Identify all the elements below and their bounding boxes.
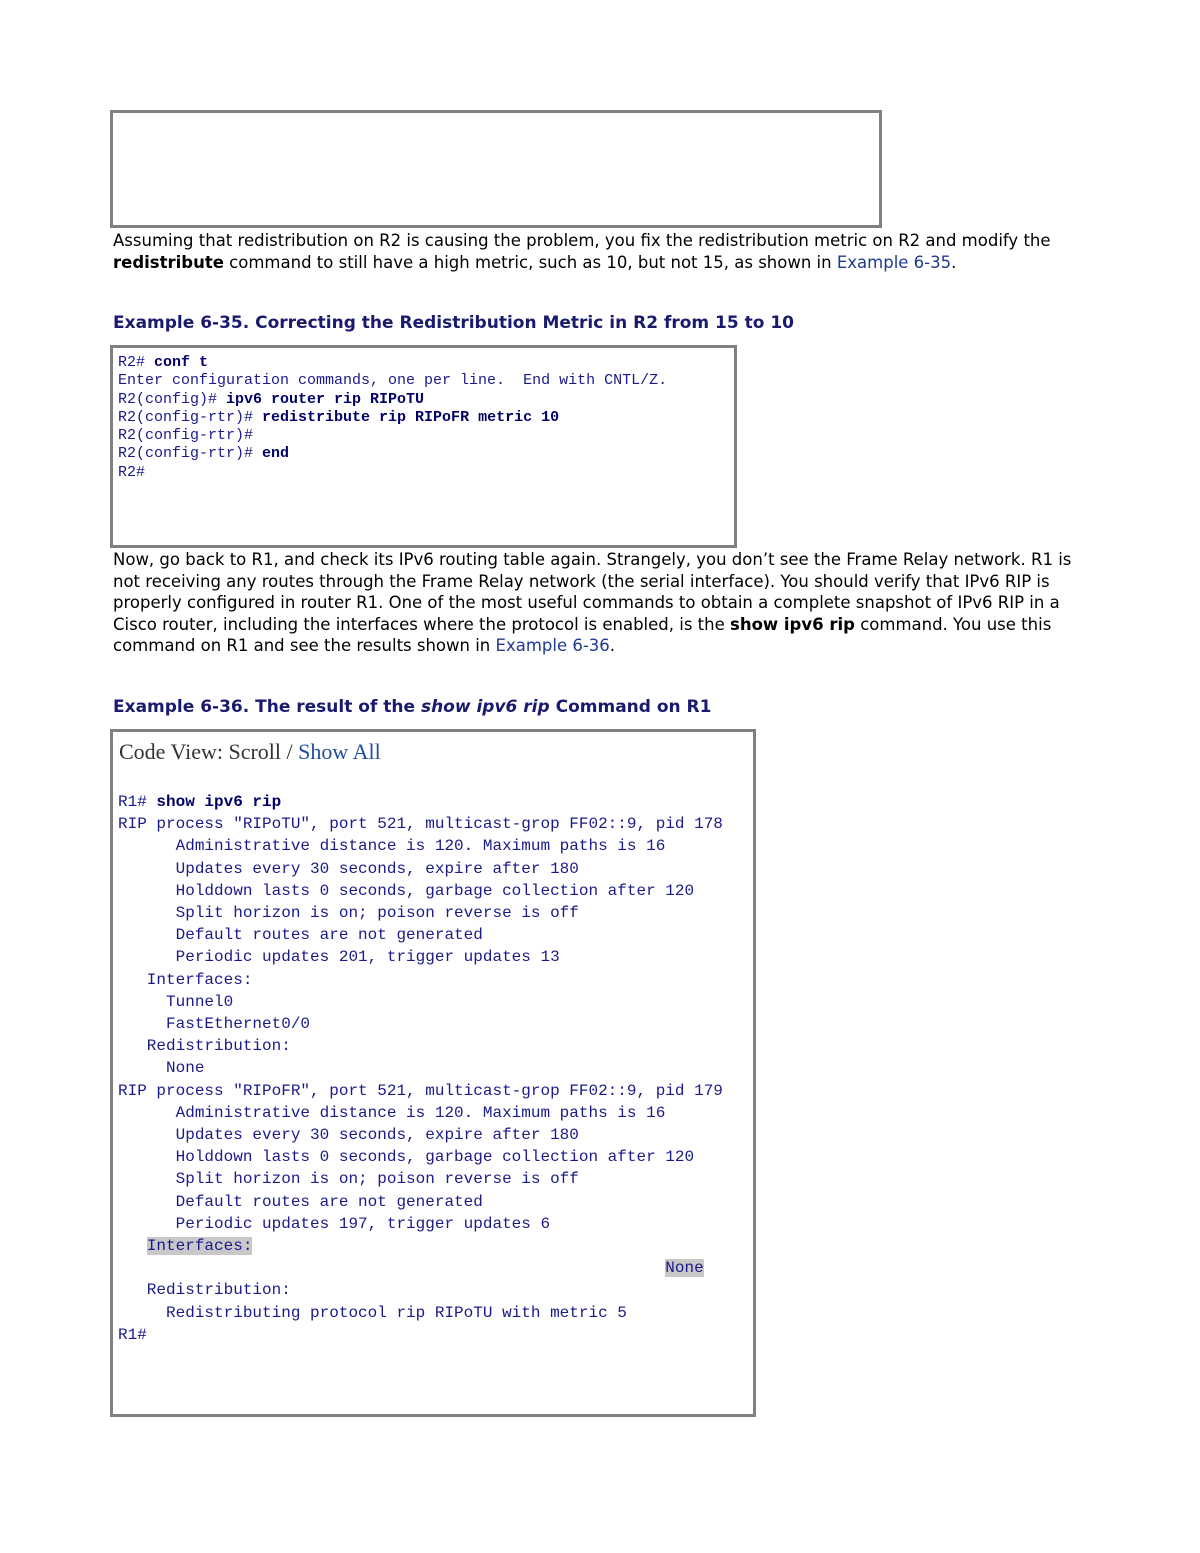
text: . xyxy=(609,636,616,655)
code-line xyxy=(118,924,723,946)
code-prompt: R2(config)# xyxy=(118,390,227,408)
code-line xyxy=(118,1124,723,1146)
code-prompt: Redistribution: xyxy=(118,1281,291,1300)
example-6-36-heading xyxy=(113,697,711,717)
code-prompt: R1# xyxy=(118,1325,147,1344)
code-prompt: R2(config-rtr)# xyxy=(118,445,263,463)
code-prompt: Split horizon is on; poison reverse is off xyxy=(118,1170,579,1189)
paragraph-show-ipv6-rip xyxy=(113,549,1103,657)
code-line xyxy=(118,946,723,968)
code-line xyxy=(118,372,667,390)
code-prompt: R2(config-rtr)# xyxy=(118,408,263,426)
text: command to still have a high metric, such as 10, but not 15, as shown in xyxy=(223,252,837,272)
code-line xyxy=(118,1302,723,1324)
code-command: conf t xyxy=(154,354,209,371)
code-line xyxy=(118,1213,723,1235)
code-highlight: Interfaces: xyxy=(146,1237,253,1256)
code-line xyxy=(118,1168,723,1190)
code-prompt: R2# xyxy=(118,463,146,481)
paragraph-redistribution xyxy=(113,230,1103,273)
code-command: redistribute rip RIPoFR metric 10 xyxy=(262,408,560,426)
code-line xyxy=(118,1279,723,1301)
example-6-35-heading: Example 6-35. Correcting the Redistribution Metric in R2 from 15 to 10 xyxy=(113,313,794,333)
code-line xyxy=(118,835,723,857)
example-6-36-code xyxy=(118,791,723,1346)
code-indent xyxy=(118,1237,147,1255)
code-line xyxy=(118,1013,723,1035)
code-line xyxy=(118,1257,723,1279)
code-prompt: Interfaces: xyxy=(118,970,253,989)
code-line xyxy=(118,1035,723,1057)
code-line xyxy=(118,858,723,880)
code-view-bar xyxy=(119,739,381,765)
code-prompt: FastEthernet0/0 xyxy=(118,1015,311,1034)
code-line xyxy=(118,991,723,1013)
code-prompt: RIP process "RIPoTU", port 521, multicast-grop FF02::9, pid 178 xyxy=(118,815,723,834)
code-line xyxy=(118,1146,723,1168)
code-prompt: Split horizon is on; poison reverse is off xyxy=(118,904,579,923)
code-line xyxy=(118,902,723,924)
code-prompt: Redistributing protocol rip RIPoTU with metric 5 xyxy=(118,1303,627,1322)
example-6-35-link[interactable]: Example 6-35 xyxy=(836,252,952,272)
bold-command: show ipv6 rip xyxy=(730,614,855,634)
text: command. You use this command on R1 and see the results shown in xyxy=(113,614,1052,655)
code-prompt: RIP process "RIPoFR", port 521, multicast-grop FF02::9, pid 179 xyxy=(118,1081,723,1100)
code-line xyxy=(118,464,667,482)
code-prompt: Periodic updates 197, trigger updates 6 xyxy=(118,1214,551,1233)
code-command: show ipv6 rip xyxy=(156,793,282,811)
heading-command: show ipv6 rip xyxy=(420,697,550,717)
code-line xyxy=(118,427,667,445)
code-line xyxy=(118,354,667,372)
code-command: ipv6 router rip RIPoTU xyxy=(226,390,425,408)
code-line xyxy=(118,880,723,902)
code-line xyxy=(118,1080,723,1102)
code-line xyxy=(118,791,723,813)
code-line xyxy=(118,1324,723,1346)
text: . xyxy=(951,252,957,272)
code-prompt: Administrative distance is 120. Maximum paths is 16 xyxy=(118,1103,666,1122)
text: Assuming that redistribution on R2 is causing the problem, you fix the redistribution metric on R2 and modify the xyxy=(113,231,1051,250)
code-prompt: Default routes are not generated xyxy=(118,1192,483,1211)
code-line xyxy=(118,445,667,463)
code-prompt: R1# xyxy=(118,793,157,811)
show-all-link[interactable]: Show All xyxy=(298,739,381,764)
code-prompt: R2(config-rtr)# xyxy=(118,427,254,445)
text: Now, go back to R1, and check its IPv6 routing table again. Strangely, you don’t see the Frame Relay network. R1 is not receiving any routes through the Frame Relay network (the serial interface). You should verify that IPv6 RIP is properly configured in router R1. One of the most useful commands to obtain a complete snapshot of IPv6 RIP in a Cisco router, including the interfaces where the protocol is enabled, is the xyxy=(113,550,1072,634)
code-indent xyxy=(118,1259,665,1277)
code-prompt: Administrative distance is 120. Maximum paths is 16 xyxy=(118,837,666,856)
code-line xyxy=(118,969,723,991)
code-command: end xyxy=(262,445,290,463)
code-prompt: Redistribution: xyxy=(118,1037,291,1056)
code-line xyxy=(118,1102,723,1124)
code-prompt: Updates every 30 seconds, expire after 180 xyxy=(118,1126,579,1145)
code-prompt: R2# xyxy=(118,354,155,371)
code-line xyxy=(118,1191,723,1213)
heading-text: Example 6-36. The result of the xyxy=(113,697,421,717)
code-prompt: None xyxy=(118,1059,205,1078)
code-line xyxy=(118,391,667,409)
code-prompt: Updates every 30 seconds, expire after 180 xyxy=(118,859,579,878)
code-line xyxy=(118,1235,723,1257)
code-line xyxy=(118,1057,723,1079)
code-prompt: Default routes are not generated xyxy=(118,926,483,945)
code-prompt: Holddown lasts 0 seconds, garbage collection after 120 xyxy=(118,881,695,900)
bold-command: redistribute xyxy=(113,252,224,272)
code-prompt: Tunnel0 xyxy=(118,992,234,1011)
heading-text: Command on R1 xyxy=(549,697,712,717)
code-highlight: None xyxy=(665,1259,704,1278)
empty-code-box xyxy=(110,110,882,228)
code-prompt: Periodic updates 201, trigger updates 13 xyxy=(118,948,560,967)
code-prompt: Holddown lasts 0 seconds, garbage collection after 120 xyxy=(118,1148,695,1167)
code-prompt: Enter configuration commands, one per line. End with CNTL/Z. xyxy=(118,372,668,390)
example-6-35-code xyxy=(118,354,667,482)
code-view-label: Code View: Scroll / xyxy=(119,739,299,764)
code-line xyxy=(118,813,723,835)
code-line xyxy=(118,409,667,427)
example-6-36-link[interactable]: Example 6-36 xyxy=(495,636,610,655)
